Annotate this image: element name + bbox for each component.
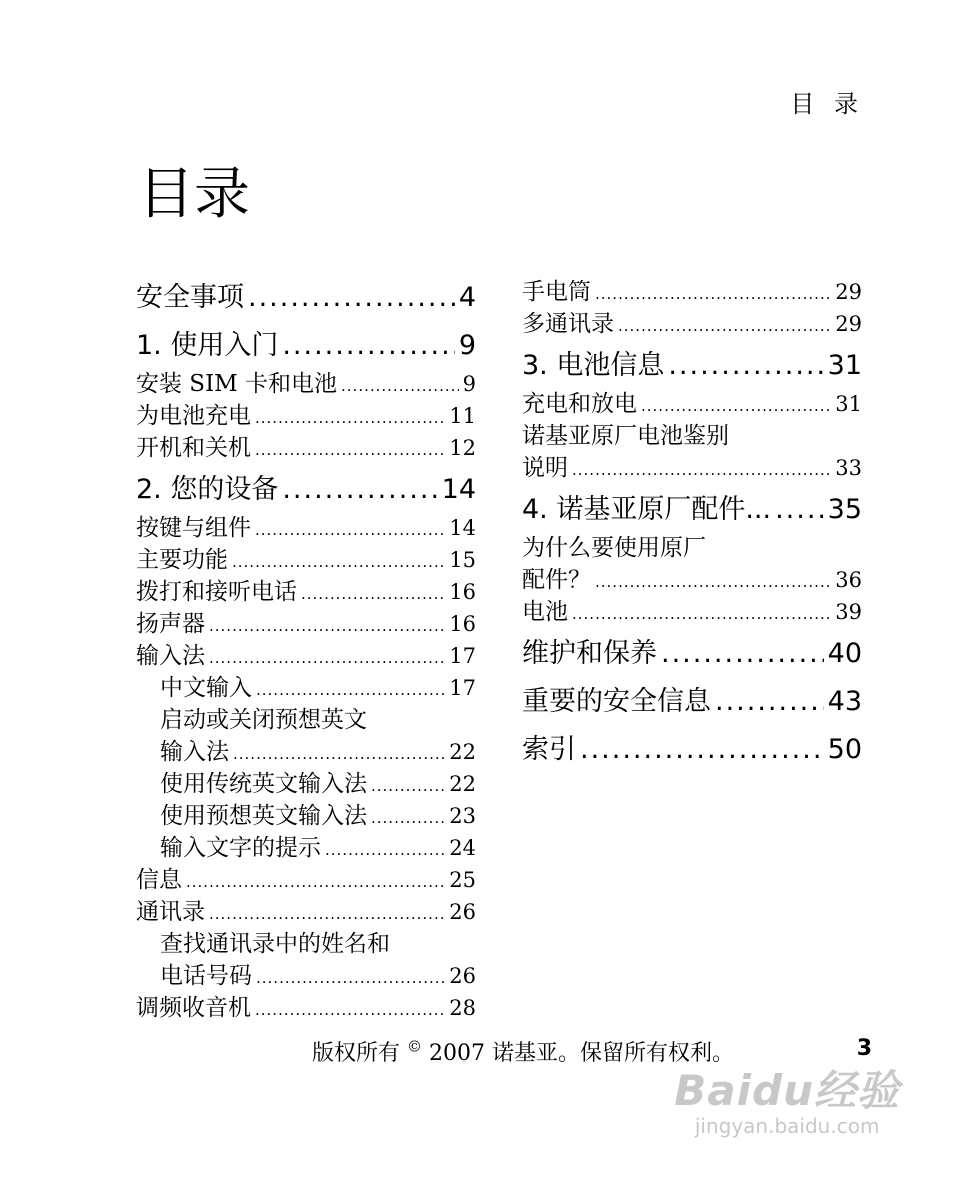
toc-chapter-entry[interactable]: [136, 276, 476, 320]
toc-leader-dots: [341, 370, 459, 402]
toc-leader-dots: [209, 610, 445, 642]
toc-page-number: 22: [449, 740, 476, 764]
toc-chapter-entry[interactable]: [136, 468, 476, 512]
toc-page-number: 4: [458, 282, 476, 313]
toc-page-number: 31: [827, 350, 862, 381]
toc-page-number: 31: [835, 392, 862, 416]
running-header: 目 录: [790, 90, 864, 118]
toc-chapter-entry[interactable]: [522, 632, 862, 676]
toc-entry-line1: 启动或关闭预想英文: [160, 707, 367, 733]
toc-entry[interactable]: [136, 896, 476, 928]
toc-entry[interactable]: [136, 864, 476, 896]
toc-leader-dots: [371, 802, 445, 834]
toc-chapter-entry[interactable]: [522, 680, 862, 724]
toc-page-number: 17: [449, 644, 476, 668]
watermark-url: jingyan.baidu.com: [694, 1114, 880, 1138]
toc-page-number: 23: [449, 804, 476, 828]
toc-entry[interactable]: [136, 576, 476, 608]
toc-right-column: [522, 276, 862, 772]
toc-leader-dots: [209, 898, 445, 930]
toc-page-number: 39: [835, 600, 862, 624]
toc-entry-label: 充电和放电: [522, 391, 637, 417]
copyright-text-pre: 版权所有: [312, 1041, 401, 1066]
copyright-footer: [312, 1036, 734, 1067]
toc-entry[interactable]: [522, 388, 862, 420]
toc-leader-dots: [618, 310, 831, 342]
toc-page-number: 29: [835, 280, 862, 304]
toc-entry[interactable]: [136, 608, 476, 640]
page-number: 3: [856, 1036, 872, 1061]
toc-leader-dots: [775, 488, 824, 532]
toc-entry-line1: 诺基亚原厂电池鉴别: [522, 423, 729, 449]
toc-entry[interactable]: [522, 596, 862, 628]
toc-entry-label: 2. 您的设备: [136, 474, 279, 505]
toc-entry[interactable]: [136, 672, 476, 704]
toc-page-number: 11: [449, 404, 476, 428]
toc-entry[interactable]: [522, 564, 862, 596]
toc-chapter-entry[interactable]: [522, 488, 862, 532]
toc-entry[interactable]: [136, 832, 476, 864]
toc-leader-dots: [255, 514, 445, 546]
toc-leader-dots: [186, 866, 445, 898]
toc-entry[interactable]: [522, 276, 862, 308]
toc-page-number: 26: [449, 900, 476, 924]
toc-entry-label: 调频收音机: [136, 995, 251, 1021]
toc-entry-label: 为电池充电: [136, 403, 251, 429]
toc-page-number: 12: [449, 436, 476, 460]
toc-entry-label: 3. 电池信息: [522, 350, 665, 381]
toc-leader-dots: [282, 468, 437, 512]
toc-leader-dots: [255, 434, 445, 466]
toc-leader-dots: [641, 390, 831, 422]
toc-entry-label: 使用传统英文输入法: [160, 771, 367, 797]
toc-leader-dots: [715, 680, 824, 724]
toc-leader-dots: [572, 598, 831, 630]
toc-entry-label: 使用预想英文输入法: [160, 803, 367, 829]
page-title: 目录: [138, 162, 250, 227]
toc-leader-dots: [256, 962, 445, 994]
toc-entry[interactable]: [522, 308, 862, 340]
toc-entry[interactable]: [136, 960, 476, 992]
toc-entry[interactable]: [522, 452, 862, 484]
toc-entry[interactable]: [136, 768, 476, 800]
toc-entry-label: 安装 SIM 卡和电池: [136, 371, 338, 397]
toc-entry-label: 主要功能: [136, 547, 228, 573]
toc-entry[interactable]: [136, 992, 476, 1024]
toc-entry-label: 输入法: [136, 643, 205, 669]
toc-entry[interactable]: [136, 736, 476, 768]
toc-leader-dots: [325, 834, 445, 866]
toc-page-number: 14: [449, 516, 476, 540]
watermark-brand: Baidu经验: [674, 1066, 900, 1115]
toc-chapter-entry[interactable]: [522, 728, 862, 772]
toc-page-number: 40: [827, 638, 862, 669]
toc-leader-dots: [256, 674, 445, 706]
toc-entry-label: 4. 诺基亚原厂配件...: [522, 494, 772, 525]
toc-leader-dots: [661, 632, 824, 676]
toc-page-number: 17: [449, 676, 476, 700]
toc-leader-dots: [282, 324, 454, 368]
toc-leader-dots: [209, 642, 445, 674]
toc-page-number: 16: [449, 580, 476, 604]
toc-entry-label: 输入法: [160, 739, 229, 765]
toc-entry-label: 扬声器: [136, 611, 205, 637]
toc-chapter-entry[interactable]: [522, 344, 862, 388]
toc-entry[interactable]: [136, 432, 476, 464]
toc-leader-dots: [255, 402, 445, 434]
toc-left-column: [136, 276, 476, 1024]
toc-leader-dots: [580, 728, 824, 772]
toc-entry-label: 拨打和接听电话: [136, 579, 297, 605]
toc-entry-label: 维护和保养: [522, 638, 657, 669]
toc-page-number: 24: [449, 836, 476, 860]
toc-page-number: 14: [441, 474, 476, 505]
toc-leader-dots: [255, 994, 445, 1026]
toc-page-number: 16: [449, 612, 476, 636]
toc-leader-dots: [668, 344, 823, 388]
toc-page-number: 36: [835, 568, 862, 592]
toc-entry-label: 中文输入: [160, 675, 252, 701]
toc-entry-label: 安全事项: [136, 282, 244, 313]
copyright-text-post: 2007 诺基亚。保留所有权利。: [429, 1041, 734, 1066]
toc-page-number: 25: [449, 868, 476, 892]
toc-entry-label: 电池: [522, 599, 568, 625]
toc-entry-label: 索引: [522, 734, 576, 765]
toc-page-number: 9: [458, 330, 476, 361]
toc-entry[interactable]: [136, 400, 476, 432]
toc-entry[interactable]: [136, 640, 476, 672]
toc-leader-dots: [371, 770, 445, 802]
toc-entry-label: 信息: [136, 867, 182, 893]
toc-leader-dots: [248, 276, 455, 320]
toc-entry-label: 配件？: [522, 567, 591, 593]
toc-page-number: 33: [835, 456, 862, 480]
toc-page-number: 9: [462, 372, 476, 396]
toc-leader-dots: [232, 546, 445, 578]
watermark: [674, 1058, 900, 1138]
toc-leader-dots: [595, 278, 831, 310]
toc-leader-dots: [572, 454, 831, 486]
toc-entry[interactable]: [136, 544, 476, 576]
toc-entry-label: 1. 使用入门: [136, 330, 279, 361]
toc-leader-dots: [595, 566, 831, 598]
toc-page-number: 28: [449, 996, 476, 1020]
toc-entry[interactable]: [136, 512, 476, 544]
toc-chapter-entry[interactable]: [136, 324, 476, 368]
toc-entry-label: 输入文字的提示: [160, 835, 321, 861]
toc-entry-label: 通讯录: [136, 899, 205, 925]
toc-entry[interactable]: [136, 368, 476, 400]
toc-entry-label: 手电筒: [522, 279, 591, 305]
toc-page-number: 22: [449, 772, 476, 796]
toc-entry-label: 说明: [522, 455, 568, 481]
toc-page-number: 26: [449, 964, 476, 988]
toc-page-number: 15: [449, 548, 476, 572]
toc-entry-label: 重要的安全信息: [522, 686, 711, 717]
toc-page-number: 29: [835, 312, 862, 336]
toc-page-number: 50: [827, 734, 862, 765]
toc-leader-dots: [301, 578, 445, 610]
toc-entry-line1: 为什么要使用原厂: [522, 535, 706, 561]
toc-entry-label: 开机和关机: [136, 435, 251, 461]
toc-entry-label: 多通讯录: [522, 311, 614, 337]
toc-page-number: 35: [827, 494, 862, 525]
toc-page-number: 43: [827, 686, 862, 717]
copyright-symbol: ©: [407, 1037, 423, 1056]
toc-leader-dots: [233, 738, 445, 770]
toc-entry-label: 电话号码: [160, 963, 252, 989]
toc-entry-line1: 查找通讯录中的姓名和: [160, 931, 390, 957]
toc-entry-label: 按键与组件: [136, 515, 251, 541]
toc-entry[interactable]: [136, 800, 476, 832]
